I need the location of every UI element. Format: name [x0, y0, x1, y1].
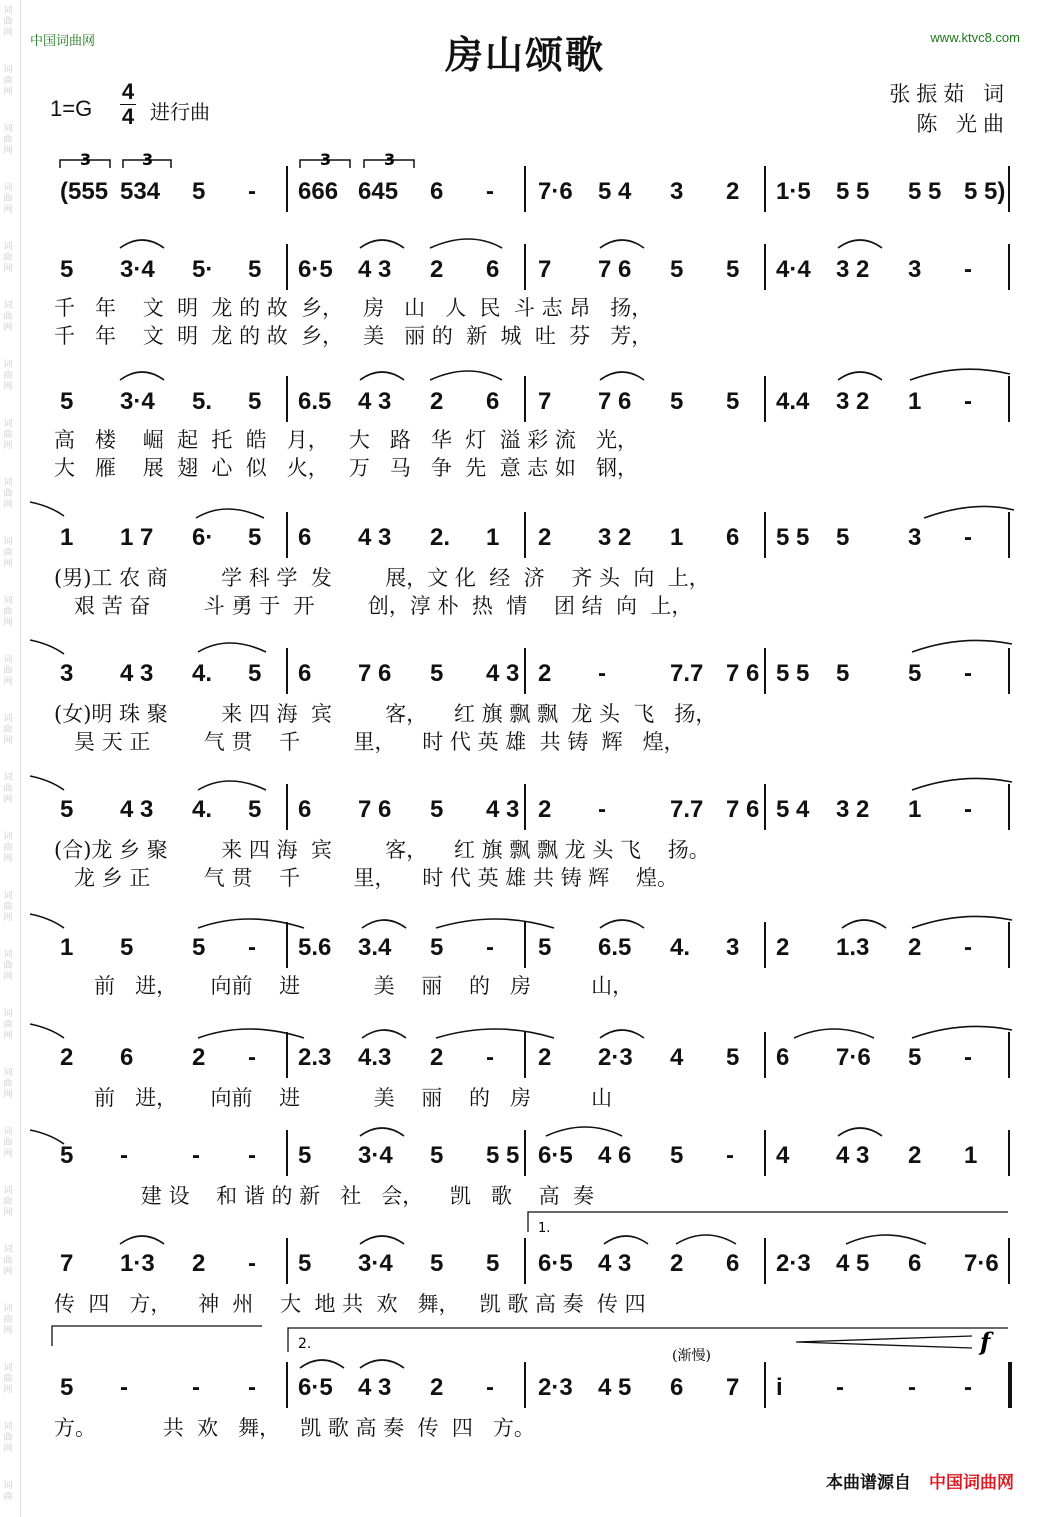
- note-group: 5: [248, 388, 262, 415]
- note-group: 2: [430, 1044, 444, 1071]
- note-group: 7: [538, 256, 552, 283]
- note-group: 7: [726, 1374, 740, 1401]
- note-group: 3: [908, 256, 922, 283]
- note-group: 5: [908, 660, 922, 687]
- note-group: 3: [60, 660, 74, 687]
- watermark-glyph: 词: [3, 242, 13, 252]
- note-group: 5: [836, 660, 850, 687]
- watermark-glyph: 网: [3, 1267, 13, 1277]
- note-group: 1: [60, 524, 74, 551]
- note-group: 6·5: [538, 1142, 573, 1169]
- watermark-glyph: 曲: [3, 666, 13, 676]
- note-group: 6: [908, 1250, 922, 1277]
- note-group: 1·5: [776, 178, 811, 205]
- triplet-brackets: [60, 160, 414, 168]
- note-group: 4: [776, 1142, 790, 1169]
- note-group: 5 5: [908, 178, 942, 205]
- note-group: -: [486, 178, 494, 205]
- note-group: 4·4: [776, 256, 811, 283]
- note-group: 5: [60, 256, 74, 283]
- note-group: 3: [670, 178, 684, 205]
- note-group: -: [598, 660, 606, 687]
- note-group: 2.: [430, 524, 451, 551]
- note-group: 1 7: [120, 524, 154, 551]
- note-group: 5: [120, 934, 134, 961]
- note-group: -: [120, 1374, 128, 1401]
- note-group: 5 4: [776, 796, 810, 823]
- note-group: 534: [120, 178, 161, 205]
- watermark-glyph: 词: [3, 655, 13, 665]
- note-group: 7.7: [670, 796, 704, 823]
- watermark-glyph: 网: [3, 1326, 13, 1336]
- note-group: 3.4: [358, 934, 392, 961]
- watermark-glyph: 网: [3, 854, 13, 864]
- note-group: 4 5: [836, 1250, 870, 1277]
- note-group: 5: [192, 178, 206, 205]
- note-group: 5: [430, 1250, 444, 1277]
- note-group: 5: [192, 934, 206, 961]
- triplet-mark: 3: [142, 150, 154, 169]
- note-group: 5: [248, 660, 262, 687]
- lyricist-credit: 张振茹 词: [889, 82, 1010, 106]
- note-group: -: [248, 178, 256, 205]
- note-group: -: [964, 1374, 972, 1401]
- watermark-glyph: 词: [3, 360, 13, 370]
- note-group: 5: [670, 256, 684, 283]
- note-group: 3: [726, 934, 740, 961]
- composer-credit: 陈 光曲: [916, 112, 1010, 136]
- watermark-glyph: 词: [3, 1481, 13, 1491]
- note-group: 2: [430, 388, 444, 415]
- watermark-glyph: 词: [3, 891, 13, 901]
- note-group: 6·5: [538, 1250, 573, 1277]
- note-group: 1: [60, 934, 74, 961]
- watermark-glyph: 曲: [3, 489, 13, 499]
- watermark-glyph: 曲: [3, 1197, 13, 1207]
- note-group: 7·6: [964, 1250, 999, 1277]
- watermark-glyph: 词: [3, 773, 13, 783]
- note-group: 666: [298, 178, 339, 205]
- watermark-glyph: 曲: [3, 1020, 13, 1030]
- note-group: 7.7: [670, 660, 704, 687]
- lyric-text: 千 年 文 明 龙 的 故 乡， 房 山 人 民 斗 志 昂 扬，: [54, 296, 653, 320]
- watermark-glyph: 网: [3, 1031, 13, 1041]
- note-group: i: [776, 1374, 783, 1401]
- watermark-glyph: 曲: [3, 725, 13, 735]
- watermark-glyph: 词: [3, 1186, 13, 1196]
- note-group: 4 6: [598, 1142, 632, 1169]
- watermark-glyph: 词: [3, 183, 13, 193]
- note-group: 3 2: [836, 388, 870, 415]
- watermark-glyph: 曲: [3, 135, 13, 145]
- note-group: 5: [726, 1044, 740, 1071]
- note-group: 5: [486, 1250, 500, 1277]
- watermark-glyph: 网: [3, 736, 13, 746]
- watermark-glyph: 词: [3, 301, 13, 311]
- note-group: 1.3: [836, 934, 870, 961]
- footer-source-site[interactable]: 中国词曲网: [929, 1473, 1014, 1493]
- watermark-glyph: 曲: [3, 253, 13, 263]
- note-group: 4 3: [486, 660, 520, 687]
- note-group: -: [908, 1374, 916, 1401]
- note-group: -: [248, 1374, 256, 1401]
- watermark-glyph: 词: [3, 1245, 13, 1255]
- note-group: -: [964, 660, 972, 687]
- note-group: 6·: [192, 524, 214, 551]
- note-group: 6: [430, 178, 444, 205]
- note-group: 5: [60, 1374, 74, 1401]
- lyric-text: 前 进， 向前 进 美 丽 的 房 山: [54, 1086, 613, 1110]
- note-group: 5: [430, 934, 444, 961]
- note-group: 5·: [192, 256, 214, 283]
- note-group: -: [964, 388, 972, 415]
- note-group: -: [726, 1142, 734, 1169]
- note-group: 5.: [192, 388, 213, 415]
- note-group: 3 2: [836, 256, 870, 283]
- note-group: 4 3: [358, 1374, 392, 1401]
- slurs: [30, 239, 1014, 1368]
- site-url-right[interactable]: www.ktvc8.com: [930, 30, 1020, 45]
- note-group: 7 6: [598, 256, 632, 283]
- note-group: -: [192, 1374, 200, 1401]
- note-group: 5: [248, 796, 262, 823]
- note-group: -: [964, 256, 972, 283]
- volta-brackets: [52, 1212, 1008, 1352]
- note-group: 5: [60, 1142, 74, 1169]
- note-group: 6.5: [298, 388, 332, 415]
- note-group: 7 6: [598, 388, 632, 415]
- note-group: 4 3: [120, 660, 154, 687]
- watermark-glyph: 网: [3, 1208, 13, 1218]
- watermark-glyph: 曲: [3, 1433, 13, 1443]
- watermark-glyph: 网: [3, 1444, 13, 1454]
- lyric-text: 大 雁 展 翅 心 似 火， 万 马 争 先 意 志 如 钢，: [54, 456, 638, 480]
- note-group: 4.4: [776, 388, 810, 415]
- lyric-text: 昊 天 正 气 贯 千 里， 时 代 英 雄 共 铸 辉 煌，: [54, 730, 685, 754]
- note-group: 5.6: [298, 934, 332, 961]
- note-group: 1: [908, 388, 922, 415]
- note-group: -: [486, 934, 494, 961]
- watermark-glyph: 网: [3, 441, 13, 451]
- watermark-glyph: 词: [3, 950, 13, 960]
- page-title: 房山颂歌: [444, 33, 605, 77]
- watermark-glyph: 曲: [3, 1492, 13, 1502]
- watermark-glyph: 曲: [3, 1315, 13, 1325]
- note-group: 7·6: [538, 178, 573, 205]
- crescendo-hairpin: [796, 1336, 972, 1348]
- watermark-glyph: 网: [3, 795, 13, 805]
- watermark-glyph: 网: [3, 146, 13, 156]
- note-group: 7: [60, 1250, 74, 1277]
- watermark-glyph: 网: [3, 1385, 13, 1395]
- note-group: 2: [538, 1044, 552, 1071]
- note-group: -: [248, 1250, 256, 1277]
- watermark-glyph: 曲: [3, 1138, 13, 1148]
- tempo-marking: 进行曲: [150, 100, 210, 124]
- note-group: 7 6: [358, 796, 392, 823]
- note-group: 6: [670, 1374, 684, 1401]
- note-group: 645: [358, 178, 399, 205]
- note-group: 5: [298, 1250, 312, 1277]
- note-group: 2: [60, 1044, 74, 1071]
- note-group: 5 4: [598, 178, 632, 205]
- note-group: -: [248, 1142, 256, 1169]
- lyric-text: 艰 苦 奋 斗 勇 于 开 创，淳 朴 热 情 团 结 向 上，: [54, 594, 693, 618]
- note-group: -: [192, 1142, 200, 1169]
- note-group: -: [486, 1374, 494, 1401]
- watermark-glyph: 曲: [3, 607, 13, 617]
- watermark-glyph: 网: [3, 913, 13, 923]
- watermark-glyph: 词: [3, 1068, 13, 1078]
- note-group: 1: [670, 524, 684, 551]
- note-group: 4: [670, 1044, 684, 1071]
- watermark-glyph: 词: [3, 6, 13, 16]
- watermark-glyph: 曲: [3, 17, 13, 27]
- watermark-glyph: 网: [3, 1149, 13, 1159]
- note-group: 5: [538, 934, 552, 961]
- note-group: 5: [670, 1142, 684, 1169]
- note-group: 5: [60, 796, 74, 823]
- note-group: 5: [726, 256, 740, 283]
- lyric-text: 传 四 方， 神 州 大 地 共 欢 舞， 凯 歌 高 奏 传 四: [54, 1292, 646, 1316]
- watermark-glyph: 曲: [3, 312, 13, 322]
- lyric-text: 建 设 和 谐 的 新 社 会， 凯 歌 高 奏: [54, 1184, 595, 1208]
- note-group: 7·6: [836, 1044, 871, 1071]
- note-group: -: [248, 1044, 256, 1071]
- ritardando-mark: (渐慢): [672, 1348, 711, 1364]
- note-group: 4.: [192, 796, 213, 823]
- note-group: 6: [298, 796, 312, 823]
- note-group: 7: [538, 388, 552, 415]
- volta-1: 1.: [538, 1221, 551, 1236]
- note-group: (555: [60, 178, 109, 205]
- note-group: 4 3: [358, 388, 392, 415]
- lyric-text: (男)工 农 商 学 科 学 发 展，文 化 经 济 齐 头 向 上，: [54, 566, 710, 590]
- note-group: 3·4: [358, 1142, 393, 1169]
- watermark-glyph: 词: [3, 832, 13, 842]
- note-group: 5: [908, 1044, 922, 1071]
- watermark-glyph: 曲: [3, 430, 13, 440]
- watermark-glyph: 词: [3, 1363, 13, 1373]
- note-group: 2.3: [298, 1044, 332, 1071]
- watermark-glyph: 曲: [3, 76, 13, 86]
- note-group: 4 5: [598, 1374, 632, 1401]
- note-group: 6: [120, 1044, 134, 1071]
- watermark-glyph: 曲: [3, 194, 13, 204]
- lyric-text: 高 楼 崛 起 托 皓 月， 大 路 华 灯 溢 彩 流 光，: [54, 428, 638, 452]
- meter-top: 4: [121, 79, 135, 104]
- note-group: 2·3: [598, 1044, 633, 1071]
- watermark-glyph: 网: [3, 677, 13, 687]
- note-group: 1·3: [120, 1250, 155, 1277]
- watermark-glyph: 词: [3, 124, 13, 134]
- note-group: 2·3: [776, 1250, 811, 1277]
- watermark-glyph: 词: [3, 1009, 13, 1019]
- note-group: 4 3: [598, 1250, 632, 1277]
- note-group: 4 3: [120, 796, 154, 823]
- note-group: 6: [776, 1044, 790, 1071]
- note-group: 6·5: [298, 1374, 333, 1401]
- watermark-glyph: 网: [3, 264, 13, 274]
- note-group: 6.5: [598, 934, 632, 961]
- note-group: 2: [430, 256, 444, 283]
- lyric-text: (合)龙 乡 聚 来 四 海 宾 客， 红 旗 飘 飘 龙 头 飞 扬。: [54, 838, 710, 862]
- note-group: 7 6: [726, 660, 760, 687]
- note-group: 5: [248, 256, 262, 283]
- note-group: 4 3: [486, 796, 520, 823]
- watermark-glyph: 曲: [3, 961, 13, 971]
- note-group: -: [486, 1044, 494, 1071]
- note-group: 5: [60, 388, 74, 415]
- note-group: 7 6: [726, 796, 760, 823]
- note-group: -: [964, 796, 972, 823]
- note-group: 2: [776, 934, 790, 961]
- note-group: -: [964, 1044, 972, 1071]
- watermark-glyph: 网: [3, 28, 13, 38]
- note-group: 2: [192, 1250, 206, 1277]
- note-group: 2: [670, 1250, 684, 1277]
- note-group: 5 5: [776, 524, 810, 551]
- lyric-text: 千 年 文 明 龙 的 故 乡， 美 丽 的 新 城 吐 芬 芳，: [54, 324, 653, 348]
- note-group: 6: [486, 388, 500, 415]
- note-group: 5 5: [836, 178, 870, 205]
- note-group: 2: [430, 1374, 444, 1401]
- note-group: 1: [486, 524, 500, 551]
- lyric-text: 前 进， 向前 进 美 丽 的 房 山，: [54, 974, 634, 998]
- watermark-glyph: 网: [3, 559, 13, 569]
- watermark-glyph: 曲: [3, 1256, 13, 1266]
- note-group: 2: [726, 178, 740, 205]
- note-group: 1: [964, 1142, 978, 1169]
- note-group: 3 2: [836, 796, 870, 823]
- note-group: 5: [836, 524, 850, 551]
- meter-bottom: 4: [121, 104, 135, 129]
- watermark-glyph: 网: [3, 205, 13, 215]
- note-group: 6: [298, 524, 312, 551]
- note-group: -: [964, 524, 972, 551]
- watermark-glyph: 词: [3, 419, 13, 429]
- triplet-mark: 3: [384, 150, 396, 169]
- triplet-mark: 3: [80, 150, 92, 169]
- note-group: 2: [908, 1142, 922, 1169]
- note-group: 6: [726, 1250, 740, 1277]
- note-group: 5: [298, 1142, 312, 1169]
- note-group: 2: [908, 934, 922, 961]
- note-group: -: [248, 934, 256, 961]
- note-group: 3·4: [120, 256, 155, 283]
- watermark-glyph: 曲: [3, 902, 13, 912]
- watermark-glyph: 网: [3, 972, 13, 982]
- note-group: 4.3: [358, 1044, 392, 1071]
- note-group: 6: [298, 660, 312, 687]
- footer-source-label: 本曲谱源自: [826, 1473, 911, 1493]
- note-group: 2: [538, 796, 552, 823]
- watermark-glyph: 网: [3, 500, 13, 510]
- note-group: 6: [486, 256, 500, 283]
- watermark-glyph: 词: [3, 596, 13, 606]
- watermark-glyph: 词: [3, 65, 13, 75]
- triplet-mark: 3: [320, 150, 332, 169]
- note-group: 2: [538, 660, 552, 687]
- note-group: 6·5: [298, 256, 333, 283]
- watermark-glyph: 词: [3, 1127, 13, 1137]
- note-group: 5: [430, 1142, 444, 1169]
- note-group: 3·4: [358, 1250, 393, 1277]
- note-group: -: [836, 1374, 844, 1401]
- watermark-glyph: 词: [3, 1304, 13, 1314]
- note-group: 6: [726, 524, 740, 551]
- watermark-glyph: 词: [3, 1422, 13, 1432]
- watermark-glyph: 曲: [3, 1374, 13, 1384]
- note-group: 4.: [192, 660, 213, 687]
- key-signature: 1=G: [50, 96, 93, 121]
- watermark-glyph: 网: [3, 323, 13, 333]
- watermark-glyph: 网: [3, 382, 13, 392]
- note-group: 3: [908, 524, 922, 551]
- watermark-glyph: 网: [3, 618, 13, 628]
- note-group: 4 3: [358, 524, 392, 551]
- footer-source: [826, 1468, 1014, 1493]
- watermark-glyph: 曲: [3, 784, 13, 794]
- note-group: 1: [908, 796, 922, 823]
- note-group: 5 5: [776, 660, 810, 687]
- lyric-text: (女)明 珠 聚 来 四 海 宾 客， 红 旗 飘 飘 龙 头 飞 扬，: [54, 702, 717, 726]
- note-group: -: [120, 1142, 128, 1169]
- volta-2: 2.: [298, 1336, 312, 1352]
- note-group: 5: [670, 388, 684, 415]
- note-group: 5: [430, 660, 444, 687]
- site-logo-left[interactable]: 中国词曲网: [30, 34, 96, 49]
- lyric-text: 方。 共 欢 舞， 凯 歌 高 奏 传 四 方。: [54, 1416, 535, 1440]
- watermark-glyph: 曲: [3, 843, 13, 853]
- watermark-glyph: 词: [3, 714, 13, 724]
- forte-mark: f: [980, 1327, 991, 1356]
- note-group: 5: [430, 796, 444, 823]
- note-group: 3·4: [120, 388, 155, 415]
- watermark-glyph: 曲: [3, 1079, 13, 1089]
- note-group: 3 2: [598, 524, 632, 551]
- note-group: -: [964, 934, 972, 961]
- note-group: 2·3: [538, 1374, 573, 1401]
- note-group: -: [598, 796, 606, 823]
- note-group: 5 5: [486, 1142, 520, 1169]
- note-group: 5: [248, 524, 262, 551]
- note-group: 4 3: [358, 256, 392, 283]
- note-group: 2: [192, 1044, 206, 1071]
- note-group: 7 6: [358, 660, 392, 687]
- watermark-glyph: 网: [3, 87, 13, 97]
- note-group: 2: [538, 524, 552, 551]
- note-group: 4 3: [836, 1142, 870, 1169]
- note-group: 5 5): [964, 178, 1006, 205]
- watermark-glyph: 词: [3, 537, 13, 547]
- watermark-glyph: 词: [3, 478, 13, 488]
- lyric-text: 龙 乡 正 气 贯 千 里， 时 代 英 雄 共 铸 辉 煌。: [54, 866, 679, 890]
- watermark-glyph: 曲: [3, 548, 13, 558]
- watermark-glyph: 曲: [3, 371, 13, 381]
- note-group: 5: [726, 388, 740, 415]
- note-group: 4.: [670, 934, 691, 961]
- watermark-glyph: 网: [3, 1090, 13, 1100]
